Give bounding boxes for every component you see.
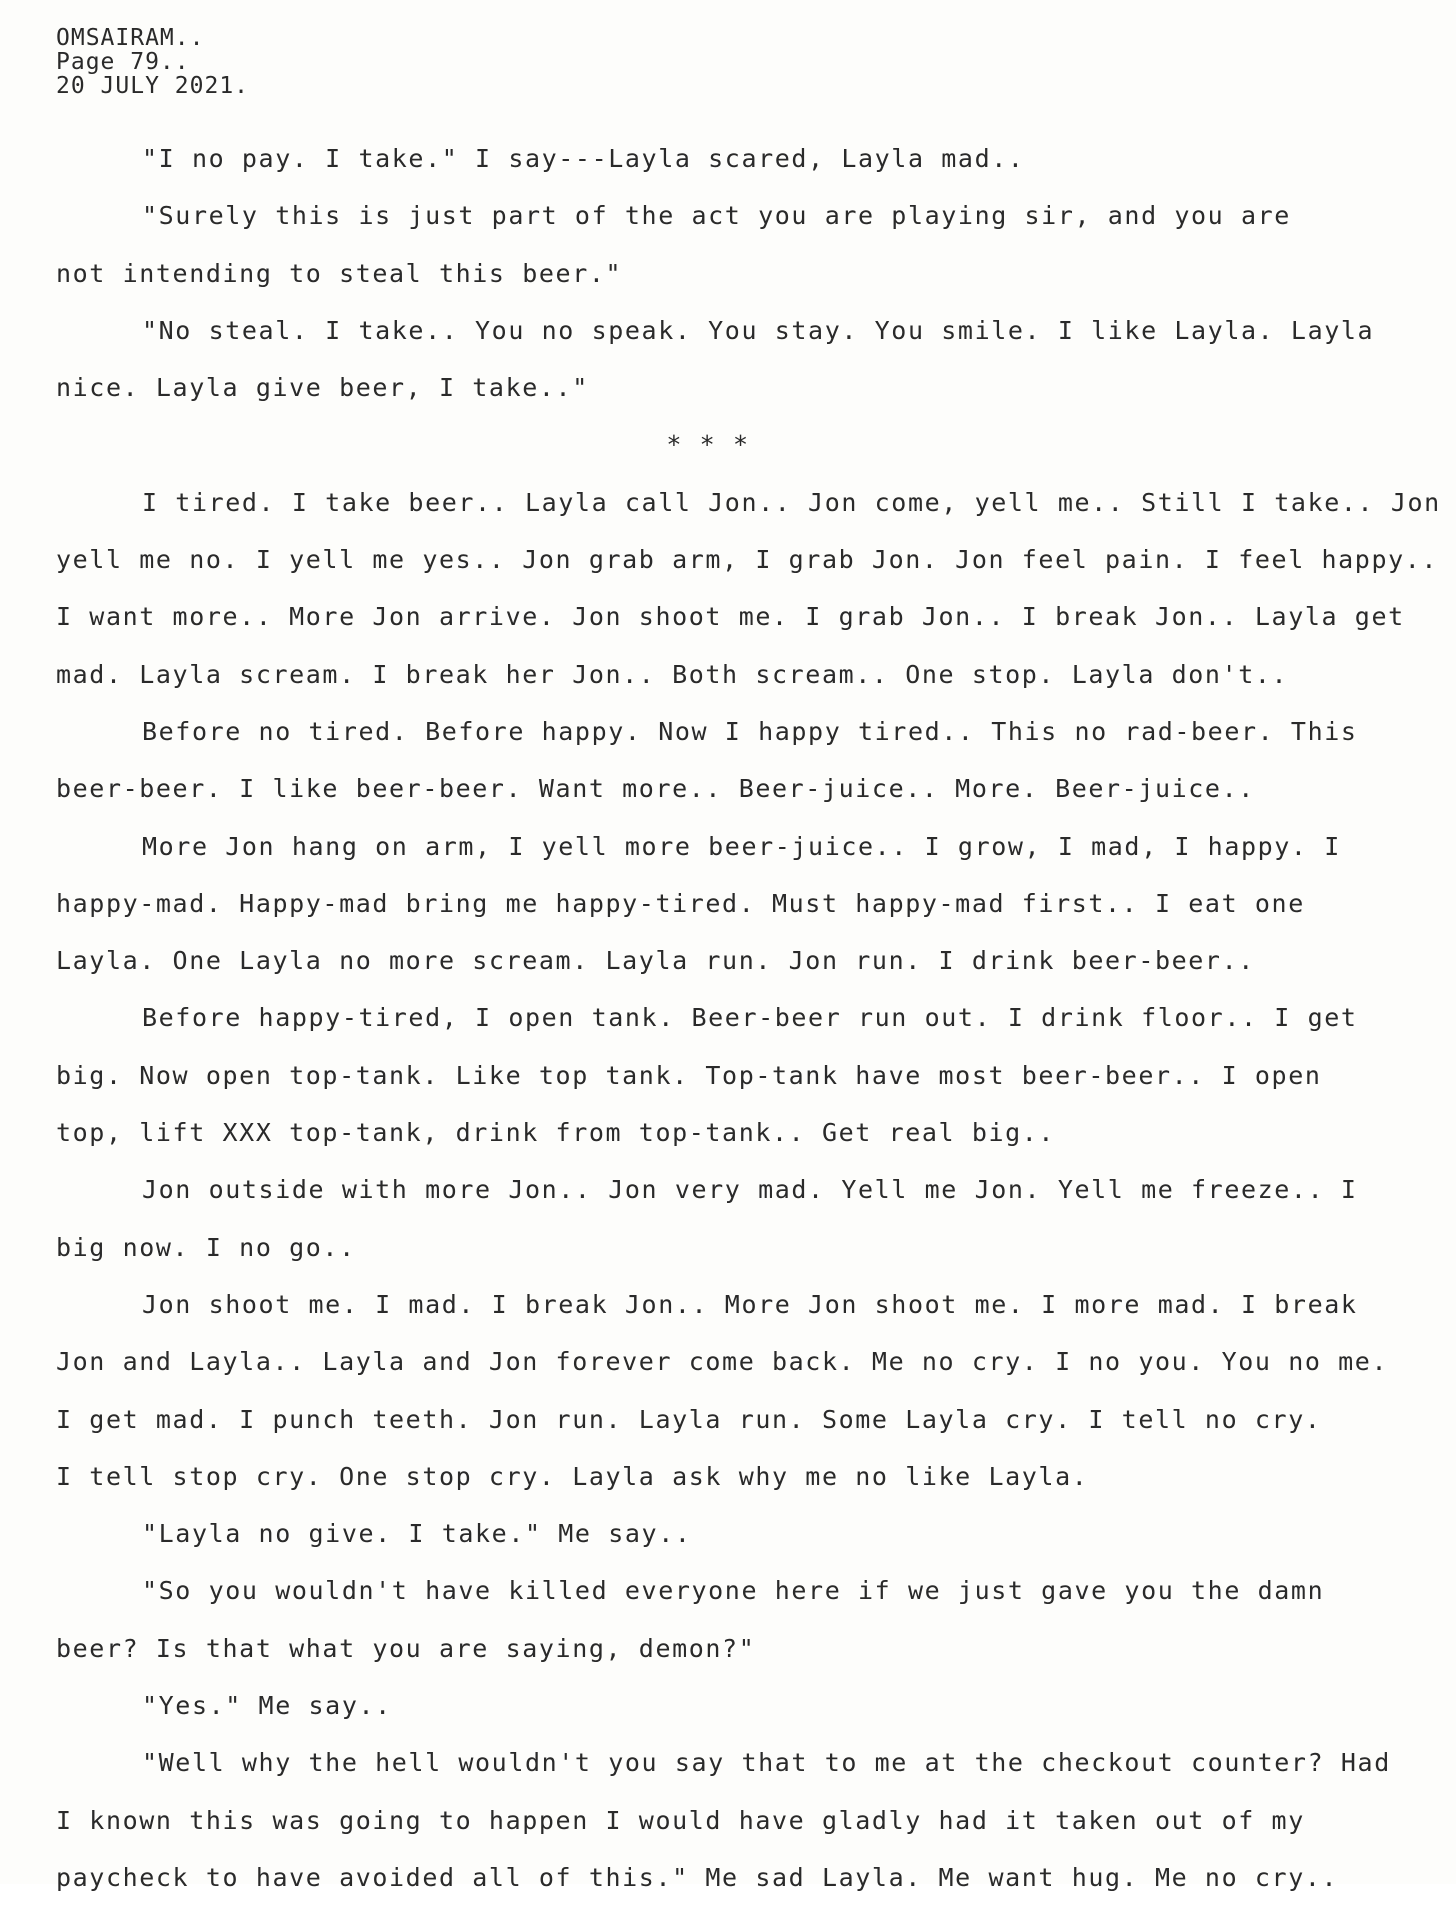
text-line: beer? Is that what you are saying, demon?" — [56, 1633, 756, 1663]
text-line: More Jon hang on arm, I yell more beer-juice.. I grow, I mad, I happy. I — [142, 831, 1341, 861]
text-line: Before happy-tired, I open tank. Beer-beer run out. I drink floor.. I get — [142, 1003, 1358, 1033]
text-line: I get mad. I punch teeth. Jon run. Layla run. Some Layla cry. I tell no cry. — [56, 1404, 1322, 1434]
text-line: happy-mad. Happy-mad bring me happy-tired. Must happy-mad first.. I eat one — [56, 888, 1305, 918]
text-line: "No steal. I take.. You no speak. You stay. You smile. I like Layla. Layla — [142, 315, 1375, 345]
text-line: I tired. I take beer.. Layla call Jon.. Jon come, yell me.. Still I take.. Jon — [142, 487, 1441, 517]
text-line: mad. Layla scream. I break her Jon.. Both scream.. One stop. Layla don't.. — [56, 659, 1289, 689]
page-body — [56, 130, 1441, 1906]
text-line: big. Now open top-tank. Like top tank. Top-tank have most beer-beer.. I open — [56, 1060, 1322, 1090]
text-line: Before no tired. Before happy. Now I happy tired.. This no rad-beer. This — [142, 716, 1358, 746]
text-line: "Yes." Me say.. — [142, 1691, 392, 1721]
text-line: "Layla no give. I take." Me say.. — [142, 1519, 692, 1549]
text-line: "So you wouldn't have killed everyone here if we just gave you the damn — [142, 1576, 1325, 1606]
text-line: not intending to steal this beer." — [56, 258, 623, 288]
section-break: * * * — [666, 430, 750, 460]
text-line: yell me no. I yell me yes.. Jon grab arm, I grab Jon. Jon feel pain. I feel happy.. — [56, 545, 1439, 575]
text-line: nice. Layla give beer, I take.." — [56, 373, 589, 403]
text-line: Jon outside with more Jon.. Jon very mad. Yell me Jon. Yell me freeze.. I — [142, 1175, 1358, 1205]
page-header — [56, 26, 249, 98]
text-line: "Surely this is just part of the act you are playing sir, and you are — [142, 201, 1291, 231]
text-line: top, lift XXX top-tank, drink from top-tank.. Get real big.. — [56, 1118, 1056, 1148]
text-line: I known this was going to happen I would have gladly had it taken out of my — [56, 1805, 1305, 1835]
header-title: OMSAIRAM.. — [56, 25, 205, 51]
text-line: "Well why the hell wouldn't you say that to me at the checkout counter? Had — [142, 1748, 1391, 1778]
header-page-number: Page 79.. — [56, 49, 190, 75]
text-line: paycheck to have avoided all of this." Me sad Layla. Me want hug. Me no cry.. — [56, 1862, 1339, 1892]
header-date: 20 JULY 2021. — [56, 73, 250, 99]
text-line: Jon shoot me. I mad. I break Jon.. More Jon shoot me. I more mad. I break — [142, 1289, 1358, 1319]
text-line: "I no pay. I take." I say---Layla scared, Layla mad.. — [142, 144, 1025, 173]
text-line: beer-beer. I like beer-beer. Want more.. Beer-juice.. More. Beer-juice.. — [56, 774, 1255, 804]
text-line: big now. I no go.. — [56, 1232, 356, 1262]
text-line: I want more.. More Jon arrive. Jon shoot me. I grab Jon.. I break Jon.. Layla get — [56, 602, 1405, 632]
text-line: I tell stop cry. One stop cry. Layla ask why me no like Layla. — [56, 1461, 1089, 1491]
text-line: Jon and Layla.. Layla and Jon forever come back. Me no cry. I no you. You no me. — [56, 1347, 1389, 1377]
text-line: Layla. One Layla no more scream. Layla run. Jon run. I drink beer-beer.. — [56, 946, 1255, 976]
